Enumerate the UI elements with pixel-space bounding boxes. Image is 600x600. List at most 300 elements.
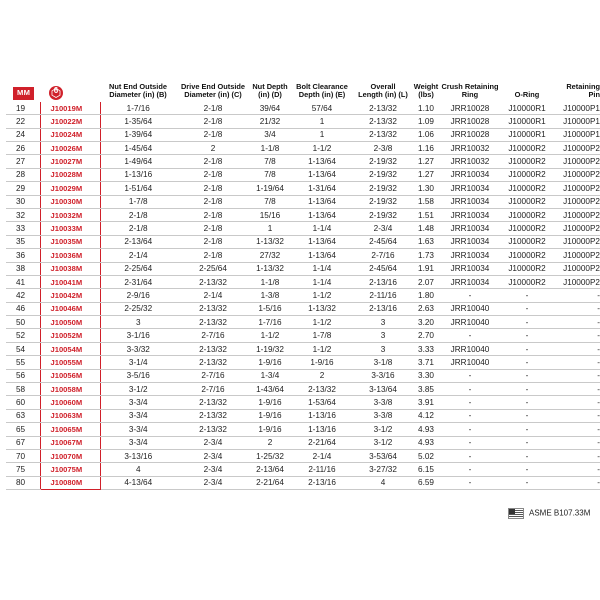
cell-mm-size: 26 bbox=[6, 141, 40, 154]
cell-crush-ring: JRR10034 bbox=[440, 168, 500, 181]
cell-retaining-pin: J10000P1 bbox=[554, 128, 600, 141]
cell-crush-ring: - bbox=[440, 329, 500, 342]
cell-nut-depth: 1-19/64 bbox=[250, 182, 290, 195]
cell-bolt-clearance: 2-13/32 bbox=[290, 383, 354, 396]
cell-drive-end-od: 2-13/32 bbox=[176, 316, 250, 329]
cell-mm-size: 24 bbox=[6, 128, 40, 141]
cell-bolt-clearance: 1-13/64 bbox=[290, 195, 354, 208]
cell-o-ring: - bbox=[500, 396, 554, 409]
cell-crush-ring: JRR10034 bbox=[440, 222, 500, 235]
cell-nut-end-od: 3-3/4 bbox=[100, 396, 176, 409]
cell-bolt-clearance: 1-1/4 bbox=[290, 275, 354, 288]
cell-drive-end-od: 2-13/32 bbox=[176, 356, 250, 369]
cell-nut-depth: 1-43/64 bbox=[250, 383, 290, 396]
cell-drive-end-od: 2-13/32 bbox=[176, 342, 250, 355]
cell-mm-size: 32 bbox=[6, 208, 40, 221]
cell-mm-size: 58 bbox=[6, 383, 40, 396]
cell-crush-ring: - bbox=[440, 476, 500, 489]
hex-socket-number: 6 bbox=[53, 85, 59, 95]
cell-crush-ring: JRR10028 bbox=[440, 115, 500, 128]
cell-bolt-clearance: 1-1/2 bbox=[290, 289, 354, 302]
cell-part-number: J10029M bbox=[40, 182, 100, 195]
table-row bbox=[6, 329, 600, 342]
table-row bbox=[6, 356, 600, 369]
cell-drive-end-od: 2-1/8 bbox=[176, 195, 250, 208]
cell-nut-end-od: 3-3/32 bbox=[100, 342, 176, 355]
cell-retaining-pin: - bbox=[554, 302, 600, 315]
cell-overall-length: 2-19/32 bbox=[354, 195, 412, 208]
cell-mm-size: 22 bbox=[6, 115, 40, 128]
cell-overall-length: 4 bbox=[354, 476, 412, 489]
cell-overall-length: 2-45/64 bbox=[354, 235, 412, 248]
cell-nut-depth: 1-13/32 bbox=[250, 235, 290, 248]
cell-part-number: J10063M bbox=[40, 409, 100, 422]
cell-weight: 1.91 bbox=[412, 262, 440, 275]
cell-nut-depth: 1-1/8 bbox=[250, 275, 290, 288]
cell-bolt-clearance: 1-9/16 bbox=[290, 356, 354, 369]
cell-overall-length: 2-13/16 bbox=[354, 302, 412, 315]
cell-crush-ring: JRR10040 bbox=[440, 302, 500, 315]
cell-o-ring: - bbox=[500, 423, 554, 436]
cell-overall-length: 3-1/2 bbox=[354, 423, 412, 436]
cell-part-number: J10080M bbox=[40, 476, 100, 489]
cell-retaining-pin: - bbox=[554, 356, 600, 369]
cell-mm-size: 36 bbox=[6, 249, 40, 262]
cell-crush-ring: JRR10040 bbox=[440, 356, 500, 369]
cell-o-ring: J10000R2 bbox=[500, 249, 554, 262]
cell-bolt-clearance: 1-1/2 bbox=[290, 141, 354, 154]
cell-overall-length: 2-7/16 bbox=[354, 249, 412, 262]
cell-nut-end-od: 2-25/64 bbox=[100, 262, 176, 275]
cell-nut-end-od: 4 bbox=[100, 463, 176, 476]
cell-o-ring: - bbox=[500, 463, 554, 476]
cell-part-number: J10033M bbox=[40, 222, 100, 235]
cell-o-ring: J10000R1 bbox=[500, 115, 554, 128]
cell-overall-length: 2-11/16 bbox=[354, 289, 412, 302]
table-row bbox=[6, 316, 600, 329]
cell-o-ring: J10000R2 bbox=[500, 222, 554, 235]
cell-nut-end-od: 3-1/4 bbox=[100, 356, 176, 369]
table-row bbox=[6, 115, 600, 128]
cell-o-ring: - bbox=[500, 342, 554, 355]
cell-o-ring: - bbox=[500, 449, 554, 462]
cell-crush-ring: - bbox=[440, 409, 500, 422]
table-row bbox=[6, 249, 600, 262]
cell-nut-depth: 27/32 bbox=[250, 249, 290, 262]
cell-nut-end-od: 3-5/16 bbox=[100, 369, 176, 382]
cell-mm-size: 46 bbox=[6, 302, 40, 315]
cell-nut-end-od: 1-13/16 bbox=[100, 168, 176, 181]
cell-nut-end-od: 4-13/64 bbox=[100, 476, 176, 489]
cell-mm-size: 42 bbox=[6, 289, 40, 302]
cell-drive-end-od: 2-13/32 bbox=[176, 275, 250, 288]
cell-retaining-pin: - bbox=[554, 476, 600, 489]
cell-retaining-pin: J10000P2 bbox=[554, 182, 600, 195]
cell-retaining-pin: - bbox=[554, 342, 600, 355]
cell-weight: 3.33 bbox=[412, 342, 440, 355]
table-row bbox=[6, 168, 600, 181]
cell-drive-end-od: 2-3/4 bbox=[176, 476, 250, 489]
header-overall-length: Overall Length (in) (L) bbox=[358, 82, 408, 100]
cell-drive-end-od: 2-1/8 bbox=[176, 115, 250, 128]
cell-crush-ring: - bbox=[440, 383, 500, 396]
cell-weight: 3.30 bbox=[412, 369, 440, 382]
cell-overall-length: 3 bbox=[354, 316, 412, 329]
cell-weight: 1.73 bbox=[412, 249, 440, 262]
cell-overall-length: 2-19/32 bbox=[354, 208, 412, 221]
cell-weight: 1.16 bbox=[412, 141, 440, 154]
cell-crush-ring: JRR10034 bbox=[440, 182, 500, 195]
cell-nut-end-od: 1-39/64 bbox=[100, 128, 176, 141]
table-body bbox=[6, 102, 600, 490]
cell-retaining-pin: J10000P2 bbox=[554, 208, 600, 221]
cell-retaining-pin: - bbox=[554, 463, 600, 476]
cell-retaining-pin: J10000P2 bbox=[554, 249, 600, 262]
cell-retaining-pin: - bbox=[554, 316, 600, 329]
standard-label: ASME B107.33M bbox=[529, 508, 591, 518]
cell-bolt-clearance: 1-13/16 bbox=[290, 409, 354, 422]
socket-spec-table bbox=[6, 83, 600, 490]
cell-weight: 1.10 bbox=[412, 102, 440, 115]
cell-drive-end-od: 2-1/8 bbox=[176, 235, 250, 248]
cell-nut-depth: 1-3/4 bbox=[250, 369, 290, 382]
cell-o-ring: - bbox=[500, 302, 554, 315]
cell-drive-end-od: 2-1/8 bbox=[176, 222, 250, 235]
cell-crush-ring: JRR10040 bbox=[440, 316, 500, 329]
cell-part-number: J10030M bbox=[40, 195, 100, 208]
cell-part-number: J10019M bbox=[40, 102, 100, 115]
cell-retaining-pin: J10000P2 bbox=[554, 168, 600, 181]
cell-o-ring: J10000R2 bbox=[500, 182, 554, 195]
table-row bbox=[6, 141, 600, 154]
cell-bolt-clearance: 1-13/32 bbox=[290, 302, 354, 315]
header-weight: Weight (lbs) bbox=[413, 82, 439, 100]
table-row bbox=[6, 235, 600, 248]
cell-drive-end-od: 2-25/64 bbox=[176, 262, 250, 275]
cell-nut-depth: 1-7/16 bbox=[250, 316, 290, 329]
cell-o-ring: - bbox=[500, 436, 554, 449]
cell-crush-ring: JRR10034 bbox=[440, 195, 500, 208]
cell-mm-size: 56 bbox=[6, 369, 40, 382]
cell-weight: 3.20 bbox=[412, 316, 440, 329]
cell-crush-ring: - bbox=[440, 423, 500, 436]
cell-nut-depth: 1-9/16 bbox=[250, 356, 290, 369]
cell-mm-size: 41 bbox=[6, 275, 40, 288]
cell-overall-length: 2-3/4 bbox=[354, 222, 412, 235]
cell-overall-length: 2-45/64 bbox=[354, 262, 412, 275]
cell-crush-ring: - bbox=[440, 289, 500, 302]
cell-part-number: J10050M bbox=[40, 316, 100, 329]
cell-weight: 4.12 bbox=[412, 409, 440, 422]
table-row bbox=[6, 409, 600, 422]
cell-bolt-clearance: 1-53/64 bbox=[290, 396, 354, 409]
cell-bolt-clearance: 1-1/2 bbox=[290, 342, 354, 355]
cell-crush-ring: JRR10034 bbox=[440, 208, 500, 221]
cell-part-number: J10055M bbox=[40, 356, 100, 369]
table-row bbox=[6, 396, 600, 409]
cell-retaining-pin: - bbox=[554, 383, 600, 396]
cell-o-ring: J10000R2 bbox=[500, 195, 554, 208]
header-o-ring: O-Ring bbox=[514, 90, 540, 100]
cell-bolt-clearance: 1-13/64 bbox=[290, 249, 354, 262]
cell-drive-end-od: 2 bbox=[176, 141, 250, 154]
cell-weight: 1.80 bbox=[412, 289, 440, 302]
cell-crush-ring: - bbox=[440, 436, 500, 449]
cell-overall-length: 2-13/16 bbox=[354, 275, 412, 288]
cell-overall-length: 3-27/32 bbox=[354, 463, 412, 476]
cell-overall-length: 2-13/32 bbox=[354, 128, 412, 141]
cell-retaining-pin: J10000P2 bbox=[554, 141, 600, 154]
cell-nut-end-od: 2-9/16 bbox=[100, 289, 176, 302]
cell-bolt-clearance: 2-1/4 bbox=[290, 449, 354, 462]
table-row bbox=[6, 423, 600, 436]
cell-part-number: J10060M bbox=[40, 396, 100, 409]
cell-bolt-clearance: 2 bbox=[290, 369, 354, 382]
table-row bbox=[6, 275, 600, 288]
us-flag-icon bbox=[508, 508, 524, 519]
cell-part-number: J10022M bbox=[40, 115, 100, 128]
cell-mm-size: 38 bbox=[6, 262, 40, 275]
cell-crush-ring: JRR10032 bbox=[440, 141, 500, 154]
cell-mm-size: 19 bbox=[6, 102, 40, 115]
cell-mm-size: 55 bbox=[6, 356, 40, 369]
cell-nut-depth: 1-9/16 bbox=[250, 409, 290, 422]
cell-nut-end-od: 3-3/4 bbox=[100, 436, 176, 449]
cell-weight: 2.63 bbox=[412, 302, 440, 315]
cell-bolt-clearance: 2-11/16 bbox=[290, 463, 354, 476]
cell-nut-depth: 1-19/32 bbox=[250, 342, 290, 355]
cell-nut-depth: 39/64 bbox=[250, 102, 290, 115]
cell-retaining-pin: J10000P2 bbox=[554, 155, 600, 168]
cell-part-number: J10041M bbox=[40, 275, 100, 288]
cell-weight: 1.27 bbox=[412, 155, 440, 168]
table-row bbox=[6, 449, 600, 462]
cell-part-number: J10056M bbox=[40, 369, 100, 382]
cell-nut-depth: 1-9/16 bbox=[250, 423, 290, 436]
table-row bbox=[6, 369, 600, 382]
cell-nut-depth: 3/4 bbox=[250, 128, 290, 141]
cell-o-ring: J10000R2 bbox=[500, 168, 554, 181]
cell-nut-depth: 1-13/32 bbox=[250, 262, 290, 275]
cell-bolt-clearance: 1-7/8 bbox=[290, 329, 354, 342]
cell-nut-depth: 2-13/64 bbox=[250, 463, 290, 476]
cell-nut-end-od: 2-13/64 bbox=[100, 235, 176, 248]
cell-crush-ring: JRR10034 bbox=[440, 262, 500, 275]
cell-bolt-clearance: 2-21/64 bbox=[290, 436, 354, 449]
cell-mm-size: 65 bbox=[6, 423, 40, 436]
cell-weight: 6.15 bbox=[412, 463, 440, 476]
cell-overall-length: 3-1/8 bbox=[354, 356, 412, 369]
cell-part-number: J10038M bbox=[40, 262, 100, 275]
cell-nut-depth: 15/16 bbox=[250, 208, 290, 221]
cell-nut-end-od: 3-3/4 bbox=[100, 409, 176, 422]
cell-retaining-pin: - bbox=[554, 436, 600, 449]
cell-o-ring: - bbox=[500, 329, 554, 342]
cell-mm-size: 63 bbox=[6, 409, 40, 422]
cell-drive-end-od: 2-1/8 bbox=[176, 249, 250, 262]
cell-nut-depth: 1-25/32 bbox=[250, 449, 290, 462]
cell-retaining-pin: - bbox=[554, 423, 600, 436]
cell-mm-size: 54 bbox=[6, 342, 40, 355]
cell-part-number: J10054M bbox=[40, 342, 100, 355]
cell-nut-depth: 1-9/16 bbox=[250, 396, 290, 409]
cell-weight: 6.59 bbox=[412, 476, 440, 489]
cell-drive-end-od: 2-1/4 bbox=[176, 289, 250, 302]
cell-o-ring: J10000R2 bbox=[500, 155, 554, 168]
cell-weight: 1.30 bbox=[412, 182, 440, 195]
cell-part-number: J10036M bbox=[40, 249, 100, 262]
header-retaining-pin: Retaining Pin bbox=[566, 82, 600, 100]
cell-nut-end-od: 2-1/8 bbox=[100, 222, 176, 235]
cell-drive-end-od: 2-1/8 bbox=[176, 168, 250, 181]
cell-overall-length: 3-3/8 bbox=[354, 396, 412, 409]
cell-crush-ring: - bbox=[440, 396, 500, 409]
cell-drive-end-od: 2-13/32 bbox=[176, 302, 250, 315]
cell-weight: 2.70 bbox=[412, 329, 440, 342]
header-mm bbox=[6, 83, 40, 102]
footer-standard bbox=[508, 508, 600, 520]
cell-nut-depth: 2-21/64 bbox=[250, 476, 290, 489]
cell-nut-end-od: 1-7/8 bbox=[100, 195, 176, 208]
cell-part-number: J10052M bbox=[40, 329, 100, 342]
cell-nut-depth: 7/8 bbox=[250, 155, 290, 168]
cell-weight: 3.71 bbox=[412, 356, 440, 369]
cell-mm-size: 70 bbox=[6, 449, 40, 462]
cell-retaining-pin: - bbox=[554, 409, 600, 422]
cell-weight: 2.07 bbox=[412, 275, 440, 288]
cell-nut-depth: 7/8 bbox=[250, 195, 290, 208]
mm-badge: MM bbox=[13, 87, 34, 99]
cell-bolt-clearance: 1-13/64 bbox=[290, 208, 354, 221]
cell-crush-ring: JRR10034 bbox=[440, 275, 500, 288]
cell-part-number: J10027M bbox=[40, 155, 100, 168]
cell-nut-depth: 1 bbox=[250, 222, 290, 235]
cell-weight: 4.93 bbox=[412, 436, 440, 449]
cell-nut-end-od: 3-3/4 bbox=[100, 423, 176, 436]
cell-nut-end-od: 2-31/64 bbox=[100, 275, 176, 288]
cell-bolt-clearance: 2-13/16 bbox=[290, 476, 354, 489]
cell-o-ring: - bbox=[500, 383, 554, 396]
cell-overall-length: 2-13/32 bbox=[354, 115, 412, 128]
cell-drive-end-od: 2-13/32 bbox=[176, 423, 250, 436]
cell-drive-end-od: 2-13/32 bbox=[176, 409, 250, 422]
header-crush-ring: Crush Retaining Ring bbox=[441, 82, 499, 100]
table-row bbox=[6, 208, 600, 221]
header-nut-depth: Nut Depth (in) (D) bbox=[252, 82, 288, 100]
cell-retaining-pin: - bbox=[554, 396, 600, 409]
cell-retaining-pin: J10000P2 bbox=[554, 275, 600, 288]
cell-o-ring: J10000R2 bbox=[500, 275, 554, 288]
cell-crush-ring: JRR10032 bbox=[440, 155, 500, 168]
cell-bolt-clearance: 1-13/64 bbox=[290, 168, 354, 181]
cell-retaining-pin: - bbox=[554, 329, 600, 342]
cell-weight: 1.48 bbox=[412, 222, 440, 235]
cell-o-ring: - bbox=[500, 316, 554, 329]
table-row bbox=[6, 102, 600, 115]
cell-overall-length: 2-13/32 bbox=[354, 102, 412, 115]
cell-drive-end-od: 2-7/16 bbox=[176, 383, 250, 396]
cell-mm-size: 67 bbox=[6, 436, 40, 449]
cell-crush-ring: JRR10034 bbox=[440, 235, 500, 248]
header-socket-type bbox=[40, 83, 100, 102]
cell-part-number: J10058M bbox=[40, 383, 100, 396]
cell-mm-size: 52 bbox=[6, 329, 40, 342]
cell-weight: 1.27 bbox=[412, 168, 440, 181]
cell-o-ring: J10000R1 bbox=[500, 128, 554, 141]
cell-nut-depth: 1-3/8 bbox=[250, 289, 290, 302]
cell-bolt-clearance: 1-13/64 bbox=[290, 155, 354, 168]
cell-drive-end-od: 2-1/8 bbox=[176, 128, 250, 141]
cell-o-ring: J10000R2 bbox=[500, 262, 554, 275]
cell-overall-length: 2-19/32 bbox=[354, 168, 412, 181]
table-row bbox=[6, 222, 600, 235]
cell-nut-depth: 1-1/8 bbox=[250, 141, 290, 154]
cell-mm-size: 75 bbox=[6, 463, 40, 476]
cell-part-number: J10046M bbox=[40, 302, 100, 315]
cell-crush-ring: JRR10028 bbox=[440, 128, 500, 141]
cell-mm-size: 80 bbox=[6, 476, 40, 489]
cell-drive-end-od: 2-1/8 bbox=[176, 208, 250, 221]
cell-crush-ring: JRR10040 bbox=[440, 342, 500, 355]
table-row bbox=[6, 476, 600, 489]
cell-o-ring: J10000R1 bbox=[500, 102, 554, 115]
hex-socket-icon bbox=[49, 86, 63, 100]
cell-retaining-pin: - bbox=[554, 449, 600, 462]
cell-crush-ring: - bbox=[440, 369, 500, 382]
cell-crush-ring: - bbox=[440, 449, 500, 462]
table-row bbox=[6, 383, 600, 396]
cell-drive-end-od: 2-1/8 bbox=[176, 102, 250, 115]
cell-drive-end-od: 2-7/16 bbox=[176, 369, 250, 382]
cell-crush-ring: JRR10034 bbox=[440, 249, 500, 262]
cell-bolt-clearance: 1-31/64 bbox=[290, 182, 354, 195]
cell-mm-size: 30 bbox=[6, 195, 40, 208]
cell-o-ring: - bbox=[500, 356, 554, 369]
cell-weight: 5.02 bbox=[412, 449, 440, 462]
cell-weight: 1.09 bbox=[412, 115, 440, 128]
table-row bbox=[6, 155, 600, 168]
cell-mm-size: 27 bbox=[6, 155, 40, 168]
cell-retaining-pin: J10000P2 bbox=[554, 262, 600, 275]
cell-part-number: J10024M bbox=[40, 128, 100, 141]
cell-weight: 1.06 bbox=[412, 128, 440, 141]
cell-mm-size: 50 bbox=[6, 316, 40, 329]
table-row bbox=[6, 463, 600, 476]
header-nut-end-od: Nut End Outside Diameter (in) (B) bbox=[109, 82, 167, 100]
cell-nut-end-od: 3-1/2 bbox=[100, 383, 176, 396]
cell-crush-ring: JRR10028 bbox=[440, 102, 500, 115]
table-row bbox=[6, 342, 600, 355]
cell-drive-end-od: 2-3/4 bbox=[176, 436, 250, 449]
cell-o-ring: J10000R2 bbox=[500, 141, 554, 154]
cell-nut-depth: 2 bbox=[250, 436, 290, 449]
table-row bbox=[6, 302, 600, 315]
cell-drive-end-od: 2-1/8 bbox=[176, 182, 250, 195]
cell-overall-length: 2-3/8 bbox=[354, 141, 412, 154]
cell-o-ring: - bbox=[500, 289, 554, 302]
cell-part-number: J10026M bbox=[40, 141, 100, 154]
cell-bolt-clearance: 1 bbox=[290, 115, 354, 128]
cell-o-ring: - bbox=[500, 409, 554, 422]
table-header-row bbox=[6, 83, 600, 102]
cell-drive-end-od: 2-3/4 bbox=[176, 449, 250, 462]
cell-part-number: J10035M bbox=[40, 235, 100, 248]
cell-retaining-pin: - bbox=[554, 369, 600, 382]
cell-o-ring: J10000R2 bbox=[500, 235, 554, 248]
cell-weight: 3.85 bbox=[412, 383, 440, 396]
header-bolt-clearance: Bolt Clearance Depth (in) (E) bbox=[296, 82, 348, 100]
cell-overall-length: 3-3/16 bbox=[354, 369, 412, 382]
